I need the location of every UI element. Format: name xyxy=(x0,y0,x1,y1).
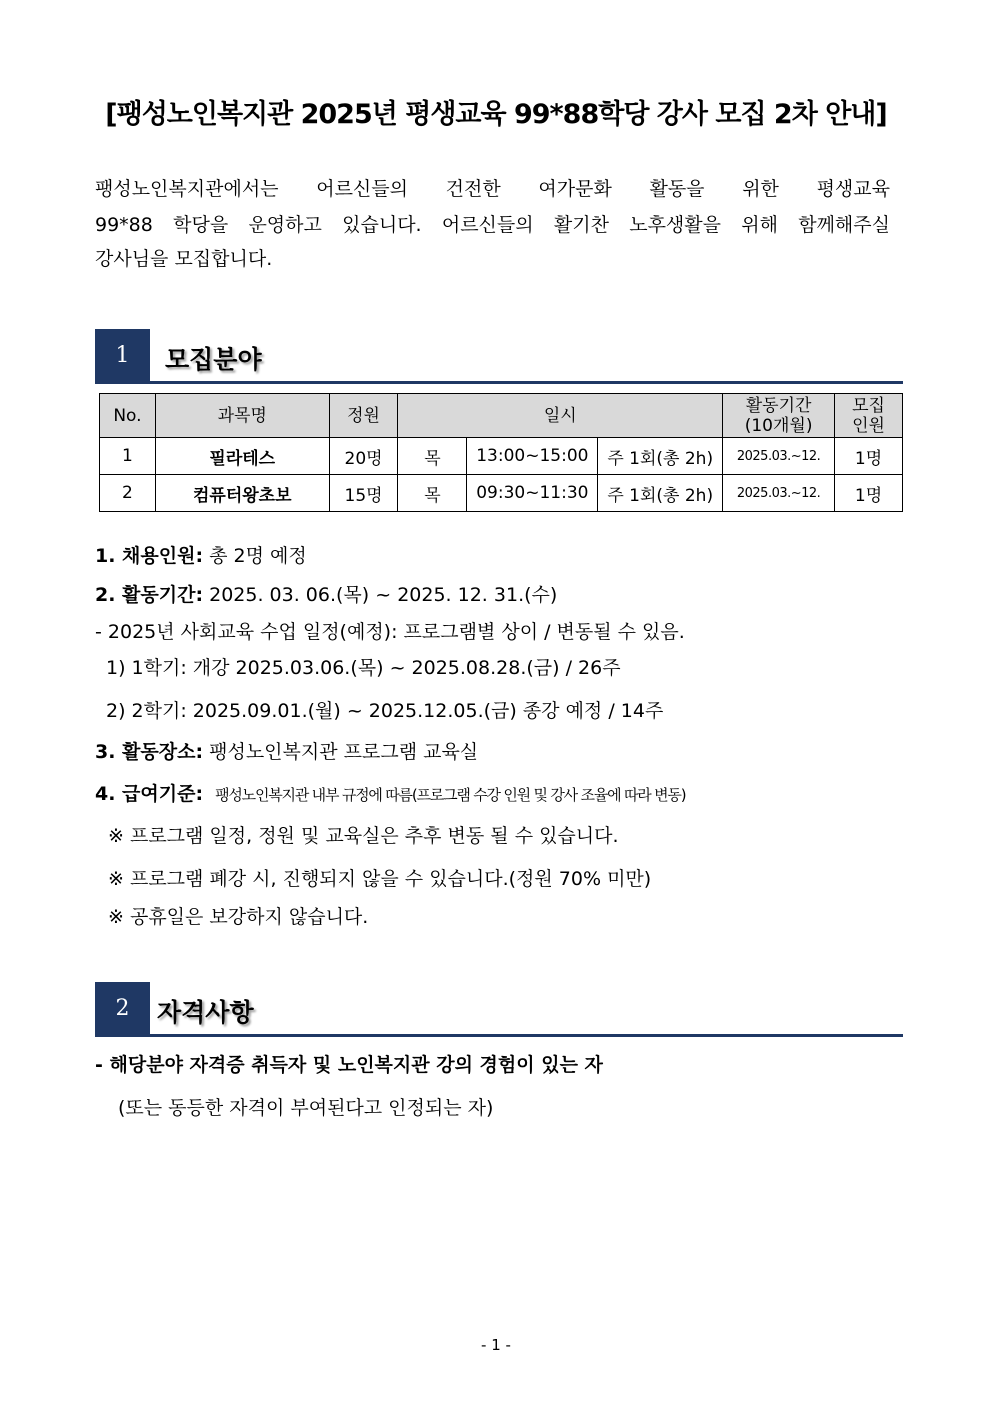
item-hire-value: 총 2명 예정 xyxy=(203,545,307,567)
item-pay-value: 팽성노인복지관 내부 규정에 따름(프로그램 수강 인원 및 강사 조율에 따라 변동) xyxy=(215,786,686,804)
item-hire xyxy=(95,547,307,566)
item-place xyxy=(95,743,478,762)
cell-no: 2 xyxy=(100,475,156,512)
cell-subject: 컴퓨터왕초보 xyxy=(155,475,329,512)
item-place-value: 팽성노인복지관 프로그램 교육실 xyxy=(203,741,479,763)
cell-day: 목 xyxy=(398,475,467,512)
table-row xyxy=(100,438,903,475)
table-header-row xyxy=(100,394,903,438)
cell-frequency: 주 1회(총 2h) xyxy=(598,438,723,475)
header-period: 활동기간 (10개월) xyxy=(723,394,835,438)
cell-day: 목 xyxy=(398,438,467,475)
header-no: No. xyxy=(100,394,156,438)
cell-recruits: 1명 xyxy=(835,475,903,512)
section-1-number: 1 xyxy=(95,329,150,383)
note-2: ※ 프로그램 폐강 시, 진행되지 않을 수 있습니다.(정원 70% 미만) xyxy=(108,868,652,890)
header-recruits: 모집 인원 xyxy=(835,394,903,438)
cell-period: 2025.03.~12. xyxy=(723,475,835,512)
note-3: ※ 공휴일은 보강하지 않습니다. xyxy=(108,906,369,928)
section-2-divider xyxy=(95,1034,903,1037)
section-2-title: 자격사항 xyxy=(157,998,254,1027)
intro-line-3: 강사님을 모집합니다. xyxy=(95,248,273,270)
item-period-value: 2025. 03. 06.(목) ~ 2025. 12. 31.(수) xyxy=(203,584,558,606)
cell-recruits: 1명 xyxy=(835,438,903,475)
cell-capacity: 20명 xyxy=(329,438,398,475)
item-pay-label: 4. 급여기준: xyxy=(95,783,204,805)
header-capacity: 정원 xyxy=(329,394,398,438)
item-hire-label: 1. 채용인원: xyxy=(95,545,204,567)
section-1-title: 모집분야 xyxy=(165,345,262,374)
item-schedule-note: - 2025년 사회교육 수업 일정(예정): 프로그램별 상이 / 변동될 수 있음. xyxy=(95,621,685,643)
cell-subject: 필라테스 xyxy=(155,438,329,475)
page-title: [팽성노인복지관 2025년 평생교육 99*88학당 강사 모집 2차 안내] xyxy=(105,99,887,130)
intro-line-2: 99*88 학당을 운영하고 있습니다. 어르신들의 활기찬 노후생활을 위해 함께해주실 xyxy=(95,214,890,236)
header-schedule: 일시 xyxy=(398,394,723,438)
recruitment-table xyxy=(99,393,903,512)
item-period xyxy=(95,586,557,605)
cell-period: 2025.03.~12. xyxy=(723,438,835,475)
cell-no: 1 xyxy=(100,438,156,475)
intro-line-1: 팽성노인복지관에서는 어르신들의 건전한 여가문화 활동을 위한 평생교육 xyxy=(95,178,890,200)
item-term-1: 1) 1학기: 개강 2025.03.06.(목) ~ 2025.08.28.(금) / 26주 xyxy=(106,657,621,679)
cell-capacity: 15명 xyxy=(329,475,398,512)
section-2-number: 2 xyxy=(95,982,150,1036)
header-subject: 과목명 xyxy=(155,394,329,438)
page-number: - 1 - xyxy=(481,1336,511,1354)
item-place-label: 3. 활동장소: xyxy=(95,741,204,763)
note-1: ※ 프로그램 일정, 정원 및 교육실은 추후 변동 될 수 있습니다. xyxy=(108,825,619,847)
cell-time: 13:00~15:00 xyxy=(467,438,598,475)
section-1-divider xyxy=(95,381,903,384)
qualification-line-2: (또는 동등한 자격이 부여된다고 인정되는 자) xyxy=(118,1097,494,1119)
cell-time: 09:30~11:30 xyxy=(467,475,598,512)
qualification-line-1: - 해당분야 자격증 취득자 및 노인복지관 강의 경험이 있는 자 xyxy=(95,1054,603,1076)
item-pay xyxy=(95,785,685,804)
item-term-2: 2) 2학기: 2025.09.01.(월) ~ 2025.12.05.(금) 종강 예정 / 14주 xyxy=(106,700,664,722)
cell-frequency: 주 1회(총 2h) xyxy=(598,475,723,512)
table-row xyxy=(100,475,903,512)
item-period-label: 2. 활동기간: xyxy=(95,584,204,606)
